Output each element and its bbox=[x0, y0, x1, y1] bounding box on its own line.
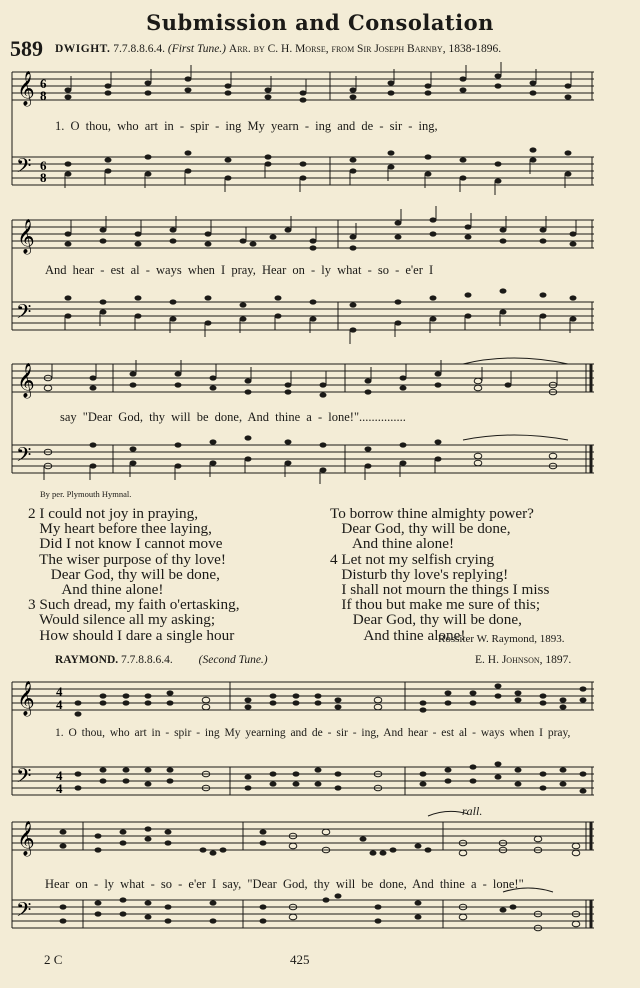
time-signature-4: 4 bbox=[56, 684, 63, 699]
bass-clef-icon: 𝄢 bbox=[16, 156, 32, 182]
verses-left-column: 2 I could not joy in praying, My heart before thee laying, Did I not know I cannot move The wiser purpose of thy love! Dear God, thy will be done, And thine alone! 3 Such dread, my faith o'ertasking, Would silence all my asking; How should I dare a single hour bbox=[28, 505, 240, 644]
bass-clef-icon: 𝄢 bbox=[16, 445, 32, 471]
tune1-heading bbox=[55, 43, 501, 55]
time-signature-4-lower: 4 bbox=[56, 697, 63, 712]
time-signature-6: 6 bbox=[40, 76, 47, 91]
bass-clef-icon: 𝄢 bbox=[16, 302, 32, 328]
treble-clef-icon: 𝄞 bbox=[17, 220, 35, 253]
treble-clef-icon: 𝄞 bbox=[17, 72, 35, 105]
tune1-meter: 7.7.8.8.6.4. bbox=[113, 43, 165, 55]
time-signature-4-bass: 4 bbox=[56, 768, 63, 783]
tune1-name: DWIGHT. bbox=[55, 43, 111, 55]
system-4-score bbox=[8, 672, 596, 807]
tune2-name: RAYMOND. bbox=[55, 654, 119, 666]
phrase-slur bbox=[463, 358, 568, 364]
hymn-number: 589 bbox=[10, 36, 43, 61]
system-2-lyrics: And hear - est al - ways when I pray, Hear on - ly what - so - e'er I bbox=[45, 263, 434, 277]
bass-staff bbox=[12, 157, 594, 185]
signature-mark: 2 C bbox=[44, 952, 63, 967]
system-4-lyrics: 1. O thou, who art in - spir - ing My yearning and de - sir - ing, And hear - est al - ways when I pray, bbox=[55, 727, 571, 739]
tune2-composer: E. H. Johnson, 1897. bbox=[475, 654, 572, 666]
system-3-lyrics: say "Dear God, thy will be done, And thine a - lone!"............... bbox=[60, 410, 406, 424]
phrase-slur-bass bbox=[463, 435, 568, 440]
time-signature-6-bass: 6 bbox=[40, 158, 47, 173]
author-credit: Rossiter W. Raymond, 1893. bbox=[438, 633, 565, 645]
treble-clef-icon: 𝄞 bbox=[17, 364, 35, 397]
page-title: Submission and Consolation bbox=[146, 10, 494, 35]
tune1-designation: (First Tune.) bbox=[167, 43, 227, 55]
treble-staff bbox=[12, 72, 594, 100]
tune2-meter: 7.7.8.8.6.4. bbox=[121, 654, 173, 666]
tune1-arrangement: Arr. by C. H. Morse, from Sir Joseph Barnby, 1838-1896. bbox=[228, 43, 502, 55]
system-1-lyrics: 1. O thou, who art in - spir - ing My yearn - ing and de - sir - ing, bbox=[55, 119, 438, 133]
rall-marking: rall. bbox=[462, 804, 483, 818]
bass-clef-icon: 𝄢 bbox=[16, 766, 32, 792]
permission-credit: By per. Plymouth Hymnal. bbox=[40, 489, 132, 499]
system-5-score bbox=[8, 808, 596, 943]
tune2-designation: (Second Tune.) bbox=[198, 654, 268, 666]
treble-clef-icon: 𝄞 bbox=[17, 682, 35, 715]
verses-right-column: To borrow thine almighty power? Dear God, thy will be done, And thine alone! 4 Let not my selfish crying Disturb thy love's replying! I shall not mourn the things I miss If thou but make me sure of this; Dear God, thy will be done, And thine alone! bbox=[330, 505, 550, 644]
treble-clef-icon: 𝄞 bbox=[17, 822, 35, 855]
system-5-lyrics: Hear on - ly what - so - e'er I say, "Dear God, thy will be done, And thine a - lone!" bbox=[45, 877, 524, 891]
bass-clef-icon: 𝄢 bbox=[16, 900, 32, 926]
time-signature-8: 8 bbox=[40, 88, 47, 103]
page-number: 425 bbox=[290, 952, 310, 967]
time-signature-8-bass: 8 bbox=[40, 170, 47, 185]
tune2-heading bbox=[55, 654, 268, 666]
time-signature-4-bass-lower: 4 bbox=[56, 781, 63, 796]
